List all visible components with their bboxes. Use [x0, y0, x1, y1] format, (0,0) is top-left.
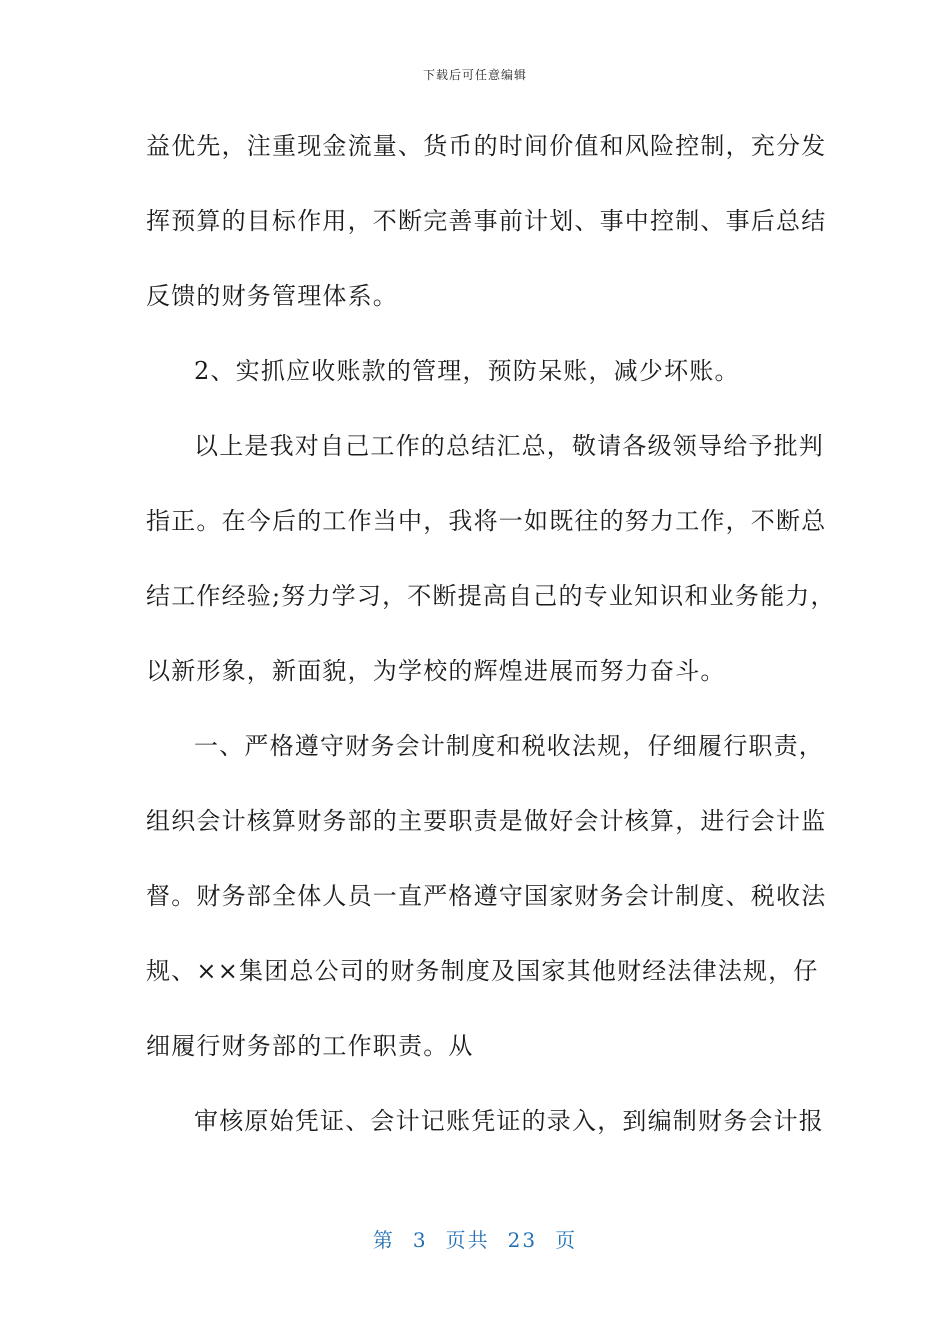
text-line: 督。财务部全体人员一直严格遵守国家财务会计制度、税收法 [146, 882, 827, 910]
text-line: 反馈的财务管理体系。 [146, 282, 398, 310]
footer-page-number: 3 [412, 1228, 428, 1252]
text-line: 2、实抓应收账款的管理，预防呆账，减少坏账。 [194, 357, 740, 385]
footer-prefix: 第 [372, 1228, 395, 1252]
text-line: 规、××集团总公司的财务制度及国家其他财经法律法规，仔 [146, 957, 819, 985]
text-line: 益优先，注重现金流量、货币的时间价值和风险控制，充分发 [146, 132, 827, 160]
text-line: 以上是我对自己工作的总结汇总，敬请各级领导给予批判 [194, 432, 824, 460]
document-body [146, 120, 836, 1170]
text-line: 指正。在今后的工作当中，我将一如既往的努力工作，不断总 [146, 507, 827, 535]
text-line: 一、严格遵守财务会计制度和税收法规，仔细履行职责， [194, 732, 824, 760]
text-line: 挥预算的目标作用，不断完善事前计划、事中控制、事后总结 [146, 207, 827, 235]
text-line: 组织会计核算财务部的主要职责是做好会计核算，进行会计监 [146, 807, 827, 835]
text-line: 以新形象，新面貌，为学校的辉煌进展而努力奋斗。 [146, 657, 726, 685]
footer-total-pages: 23 [507, 1228, 538, 1252]
page-header: 下载后可任意编辑 [422, 68, 527, 82]
footer-middle: 页共 [445, 1228, 490, 1252]
page-footer [0, 1224, 950, 1253]
text-line: 审核原始凭证、会计记账凭证的录入，到编制财务会计报 [194, 1107, 824, 1135]
text-line: 结工作经验;努力学习，不断提高自己的专业知识和业务能力， [146, 582, 836, 610]
footer-suffix: 页 [555, 1228, 578, 1252]
text-line: 细履行财务部的工作职责。从 [146, 1032, 474, 1060]
